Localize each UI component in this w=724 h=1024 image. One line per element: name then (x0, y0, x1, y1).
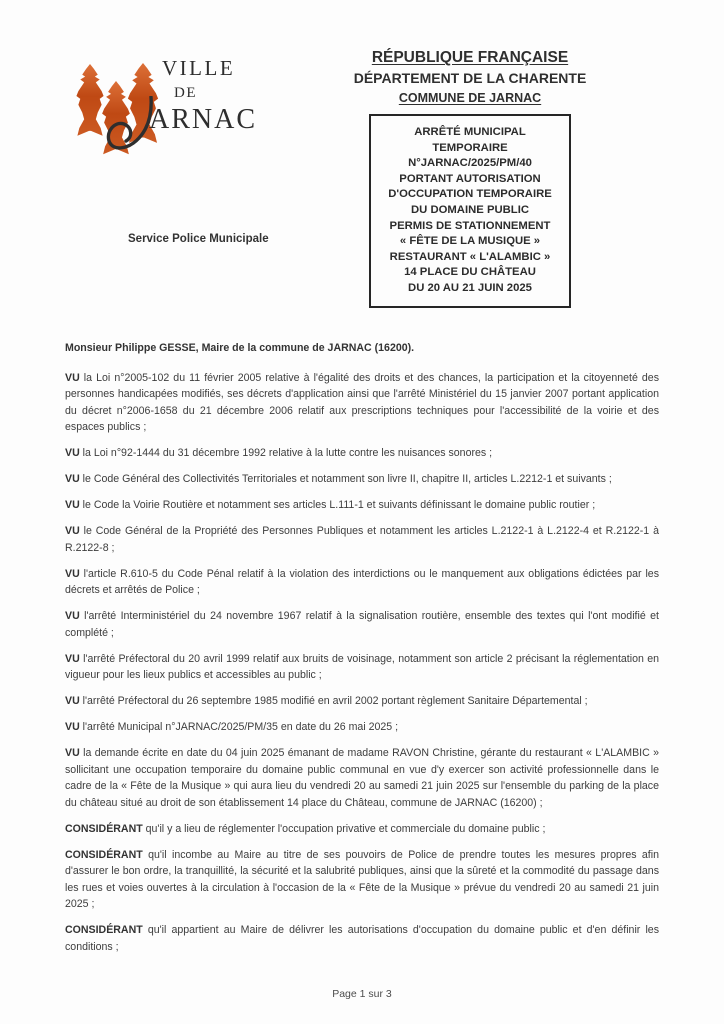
body-paragraph: VU l'article R.610-5 du Code Pénal relatif à la violation des interdictions ou le manquement aux obligations édictées par les décrets et arrêtés de Police ; (65, 567, 659, 596)
service-label: Service Police Municipale (128, 233, 269, 245)
paragraph-prefix: CONSIDÉRANT (65, 822, 143, 835)
body-paragraph: VU la Loi n°92-1444 du 31 décembre 1992 relative à la lutte contre les nuisances sonores ; (65, 447, 493, 459)
document-body (65, 340, 659, 965)
paragraph-prefix: VU (65, 610, 80, 622)
paragraph-prefix: VU (65, 473, 80, 485)
body-paragraph: VU le Code la Voirie Routière et notamment ses articles L.111-1 et suivants définissant le domaine public routier ; (65, 499, 596, 511)
body-paragraph: CONSIDÉRANT qu'il y a lieu de réglementer l'occupation privative et commerciale du domaine public ; (65, 822, 546, 835)
body-paragraph: VU l'arrêté Municipal n°JARNAC/2025/PM/35 en date du 26 mai 2025 ; (65, 721, 399, 733)
commune-title: COMMUNE DE JARNAC (398, 91, 542, 105)
title-box-line: PORTANT AUTORISATION (399, 172, 541, 185)
body-paragraph: CONSIDÉRANT qu'il incombe au Maire au titre de ses pouvoirs de Police de prendre toutes les mesures propres afin d'assurer le bon ordre, la tranquillité, la sécurité et la salubrité publiques, ainsi que la sûreté et la commodité du passage dans les rues et voies ouvertes à la circulation à l'occasion de la « Fête de la Musique » prévue du vendredi 20 au samedi 21 juin 2025 ; (65, 848, 659, 910)
paragraph-prefix: VU (65, 695, 80, 707)
body-paragraph: VU l'arrêté Interministériel du 24 novembre 1967 relatif à la signalisation routière, ensemble des textes qui l'ont modifié et complété ; (65, 610, 659, 639)
paragraph-prefix: VU (65, 499, 80, 511)
title-box-line: N°JARNAC/2025/PM/40 (408, 157, 532, 170)
arrete-title-box (369, 114, 571, 308)
logo-de-text: DE (174, 85, 197, 101)
paragraph-prefix: VU (65, 447, 80, 459)
paragraph-prefix: VU (65, 525, 80, 537)
body-paragraphs (65, 370, 659, 956)
page-number-label: Page 1 sur 3 (332, 988, 392, 1000)
title-box-line: DU 20 AU 21 JUIN 2025 (408, 281, 532, 294)
title-box-line: DU DOMAINE PUBLIC (411, 203, 529, 216)
logo-script-j-icon (106, 96, 154, 160)
title-box-line: PERMIS DE STATIONNEMENT (389, 219, 551, 232)
title-box-line: 14 PLACE DU CHÂTEAU (404, 266, 536, 279)
title-box-line: TEMPORAIRE (432, 141, 508, 154)
paragraph-prefix: VU (65, 721, 80, 733)
logo-ville-text: VILLE (162, 56, 236, 80)
logo-jarnac-text: ARNAC (149, 104, 258, 135)
title-box-line: « FÊTE DE LA MUSIQUE » (399, 235, 541, 248)
paragraph-prefix: VU (65, 747, 80, 759)
body-paragraph: VU l'arrêté Préfectoral du 20 avril 1999 relatif aux bruits de voisinage, notamment son article 2 précisant la réglementation en vigueur pour les lieux publics et accessibles au public ; (65, 652, 659, 681)
paragraph-prefix: VU (65, 371, 80, 384)
title-box-lines (375, 125, 565, 297)
title-box-line: RESTAURANT « L'ALAMBIC » (389, 250, 551, 263)
departement-title: DÉPARTEMENT DE LA CHARENTE (353, 70, 587, 86)
body-paragraph: VU la Loi n°2005-102 du 11 février 2005 relative à l'égalité des droits et des chances, la participation et la citoyenneté des personnes handicapées modifiés, ses décrets d'application ainsi que l'arrêté Ministériel du 15 janvier 2007 portant application du décret n°2006-1658 du 21 décembre 2006 relatif aux prescriptions techniques pour l'accessibilité de la voirie et des espaces publics ; (65, 371, 659, 433)
paragraph-prefix: CONSIDÉRANT (65, 924, 143, 936)
body-paragraph: VU l'arrêté Préfectoral du 26 septembre 1985 modifié en avril 2002 portant règlement Sanitaire Départemental ; (65, 695, 588, 707)
body-paragraph: VU la demande écrite en date du 04 juin 2025 émanant de madame RAVON Christine, gérante du restaurant « L'ALAMBIC » sollicitant une occupation temporaire du domaine public communal en vue d'y exercer son activité professionnelle dans le cadre de la « Fête de la Musique » qui aura lieu du vendredi 20 au samedi 21 juin 2025 sur l'ensemble du parking de la place du château situé au droit de son établissement 14 place du Château, commune de JARNAC (16200) ; (65, 747, 659, 809)
paragraph-prefix: CONSIDÉRANT (65, 848, 143, 861)
paragraph-prefix: VU (65, 652, 80, 665)
title-box-line: D'OCCUPATION TEMPORAIRE (388, 188, 552, 201)
body-paragraph: VU le Code Général des Collectivités Territoriales et notamment son livre II, chapitre II, articles L.2212-1 et suivants ; (65, 473, 612, 485)
body-paragraph: CONSIDÉRANT qu'il appartient au Maire de délivrer les autorisations d'occupation du domaine public et d'en définir les conditions ; (65, 924, 659, 953)
title-box-line: ARRÊTÉ MUNICIPAL (414, 126, 526, 138)
body-paragraph: VU le Code Général de la Propriété des Personnes Publiques et notamment les articles L.2122-1 à L.2122-4 et R.2122-1 à R.2122-8 ; (65, 525, 659, 554)
header-right-block (330, 49, 610, 308)
republique-francaise-title: RÉPUBLIQUE FRANÇAISE (371, 49, 569, 66)
paragraph-prefix: VU (65, 567, 80, 580)
mayor-intro-line: Monsieur Philippe GESSE, Maire de la commune de JARNAC (16200). (65, 342, 415, 354)
